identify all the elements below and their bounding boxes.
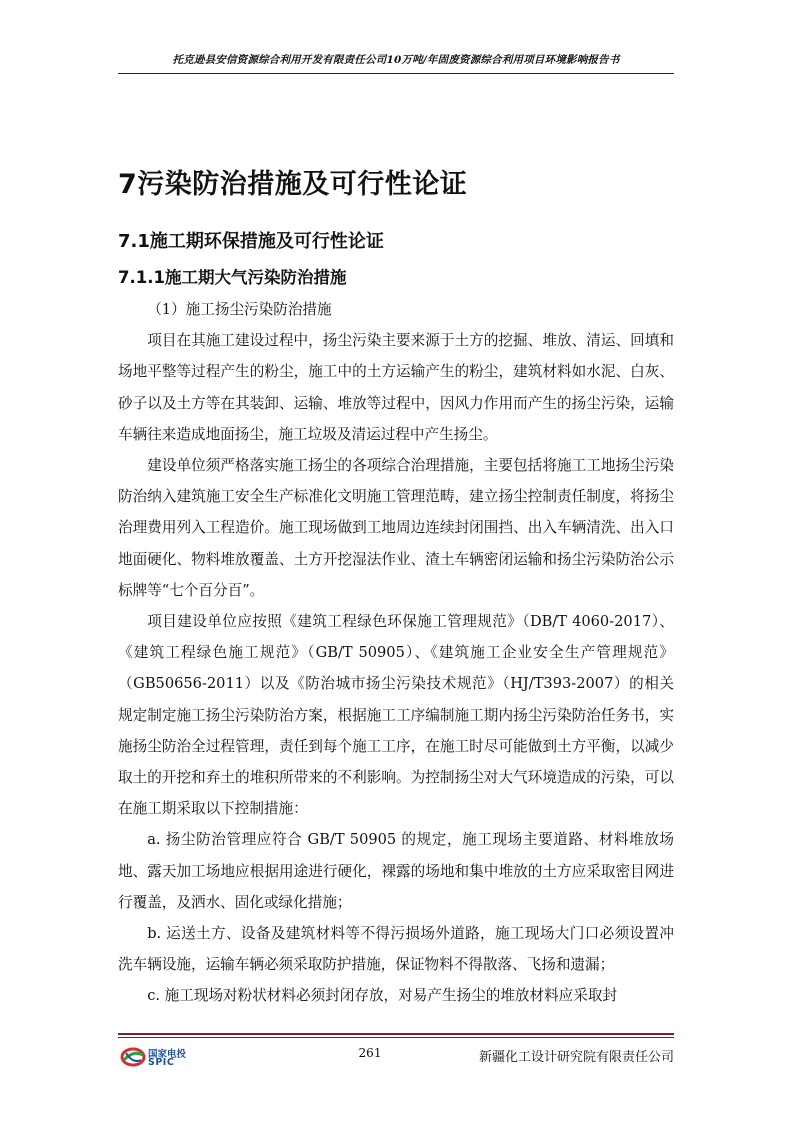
chapter-heading: 7污染防治措施及可行性论证	[118, 169, 468, 200]
company-name: 新疆化工设计研究院有限责任公司	[478, 1050, 674, 1065]
list-item: b. 运送土方、设备及建筑材料等不得污损场外道路，施工现场大门口必须设置冲洗车辆设施，运输车辆必须采取防护措施，保证物料不得散落、飞扬和遗漏；	[118, 925, 674, 974]
footer-divider	[118, 1033, 674, 1035]
paragraph: 项目建设单位应按照《建筑工程绿色环保施工管理规范》（DB/T 4060-2017）、《建筑工程绿色施工规范》（GB/T 50905）、《建筑施工企业安全生产管理规范》（GB50656-2011）以及《防治城市扬尘污染技术规范》（HJ/T393-2007）的相关规定制定施工扬尘污染防治方案，根据施工工序编制施工期内扬尘污染防治任务书，实施扬尘防治全过程管理，责任到每个施工工序，在施工时尽可能做到土方平衡，以减少取土的开挖和弃土的堆积所带来的不利影响。为控制扬尘对大气环境造成的污染，可以在施工期采取以下控制措施：	[118, 613, 674, 818]
logo-text-cn: 国家电投	[148, 1049, 187, 1060]
list-item: c. 施工现场对粉状材料必须封闭存放，对易产生扬尘的堆放材料应采取封	[147, 987, 618, 1005]
spic-logo-icon	[120, 1046, 146, 1068]
spic-logo	[120, 1046, 190, 1068]
header-divider	[118, 73, 674, 74]
paragraph: 建设单位须严格落实施工扬尘的各项综合治理措施，主要包括将施工工地扬尘污染防治纳入建筑施工安全生产标准化文明施工管理范畴，建立扬尘控制责任制度，将扬尘治理费用列入工程造价。施工现场做到工地周边连续封闭围挡、出入车辆清洗、出入口地面硬化、物料堆放覆盖、土方开挖湿法作业、渣土车辆密闭运输和扬尘污染防治公示标牌等“七个百分百”。	[118, 457, 674, 599]
body-text	[118, 294, 674, 1012]
footer-divider-thin	[118, 1037, 674, 1038]
page-number: 261	[358, 1046, 382, 1060]
paragraph: 项目在其施工建设过程中，扬尘污染主要来源于土方的挖掘、堆放、清运、回填和场地平整等过程产生的粉尘，施工中的土方运输产生的粉尘，建筑材料如水泥、白灰、砂子以及土方等在其装卸、运输、堆放等过程中，因风力作用而产生的扬尘污染，运输车辆往来造成地面扬尘，施工垃圾及清运过程中产生扬尘。	[118, 332, 674, 443]
logo-text-en: SPIC	[148, 1057, 175, 1068]
page-header: 托克逊县安信资源综合利用开发有限责任公司10万吨/年固废资源综合利用项目环境影响报告书	[172, 54, 620, 66]
list-item-heading: （1）施工扬尘污染防治措施	[147, 301, 332, 318]
list-item: a. 扬尘防治管理应符合 GB/T 50905 的规定，施工现场主要道路、材料堆放场地、露天加工场地应根据用途进行硬化，裸露的场地和集中堆放的土方应采取密目网进行覆盖，及洒水、固化或绿化措施；	[118, 831, 674, 911]
subsection-heading: 7.1.1施工期大气污染防治措施	[118, 268, 347, 287]
section-heading: 7.1施工期环保措施及可行性论证	[118, 231, 384, 252]
